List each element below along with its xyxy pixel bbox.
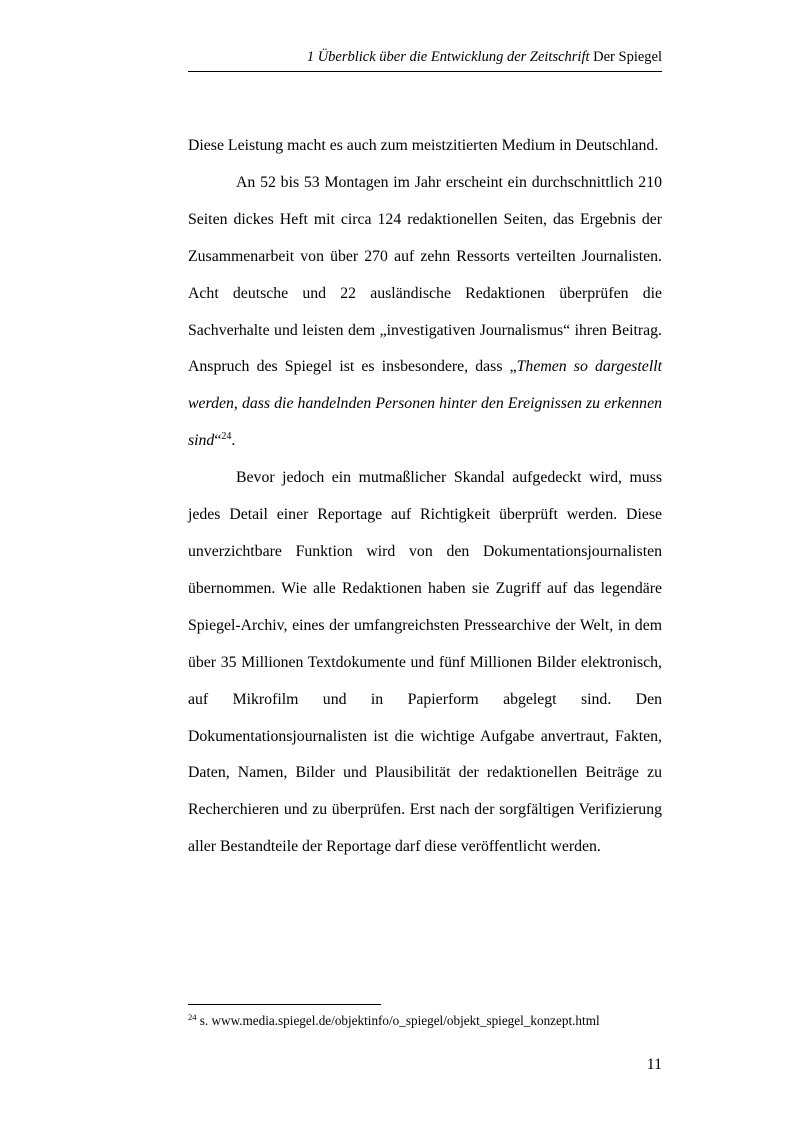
header-chapter: 1 Überblick über die Entwicklung der Zeitschrift [306,49,590,65]
footnote-text: s. www.media.spiegel.de/objektinfo/o_spiegel/objekt_spiegel_konzept.html [196,1013,600,1028]
paragraph-1: Diese Leistung macht es auch zum meistzitierten Medium in Deutschland. [188,137,659,154]
paragraph-2-quote: Themen so dargestellt werden, dass die handelnden Personen hinter den Ereignissen zu erkennen sind [188,358,662,450]
header-rule [188,71,662,72]
paragraph-2-end: . [231,432,236,450]
body-text [188,128,662,866]
header-title: Der Spiegel [593,49,662,65]
footnote-number: 24 [188,1012,197,1022]
footnote-rule [188,1004,381,1005]
paragraph-2-text: An 52 bis 53 Montagen im Jahr erscheint ein durchschnittlich 210 Seiten dickes Heft mit circa 124 redaktionellen Seiten, das Ergebnis der Zusammenarbeit von über 270 auf zehn Ressorts verteilten Journalisten. Acht deutsche und 22 ausländische Redaktionen überprüfen die Sachverhalte und leisten dem „investigativen Journalismus“ ihren Beitrag. Anspruch des Spiegel ist es insbesondere, dass „ [188,173,662,376]
paragraph-2 [188,165,662,460]
footnote-reference[interactable]: 24 [221,431,232,443]
paragraph-2-close-quote: “ [214,432,222,450]
page-number: 11 [646,1056,662,1073]
running-header [188,48,662,66]
footnote [188,1012,662,1030]
paragraph-3: Bevor jedoch ein mutmaßlicher Skandal aufgedeckt wird, muss jedes Detail einer Reportage auf Richtigkeit überprüft werden. Diese unverzichtbare Funktion wird von den Dokumentationsjournalisten übernommen. Wie alle Redaktionen haben sie Zugriff auf das legendäre Spiegel-Archiv, eines der umfangreichsten Pressearchive der Welt, in dem über 35 Millionen Textdokumente und fünf Millionen Bilder elektronisch, auf Mikrofilm und in Papierform abgelegt sind. Den Dokumentationsjournalisten ist die wichtige Aufgabe anvertraut, Fakten, Daten, Namen, Bilder und Plausibilität der redaktionellen Beiträge zu Recherchieren und zu überprüfen. Erst nach der sorgfältigen Verifizierung aller Bestandteile der Reportage darf diese veröffentlicht werden. [188,469,662,856]
